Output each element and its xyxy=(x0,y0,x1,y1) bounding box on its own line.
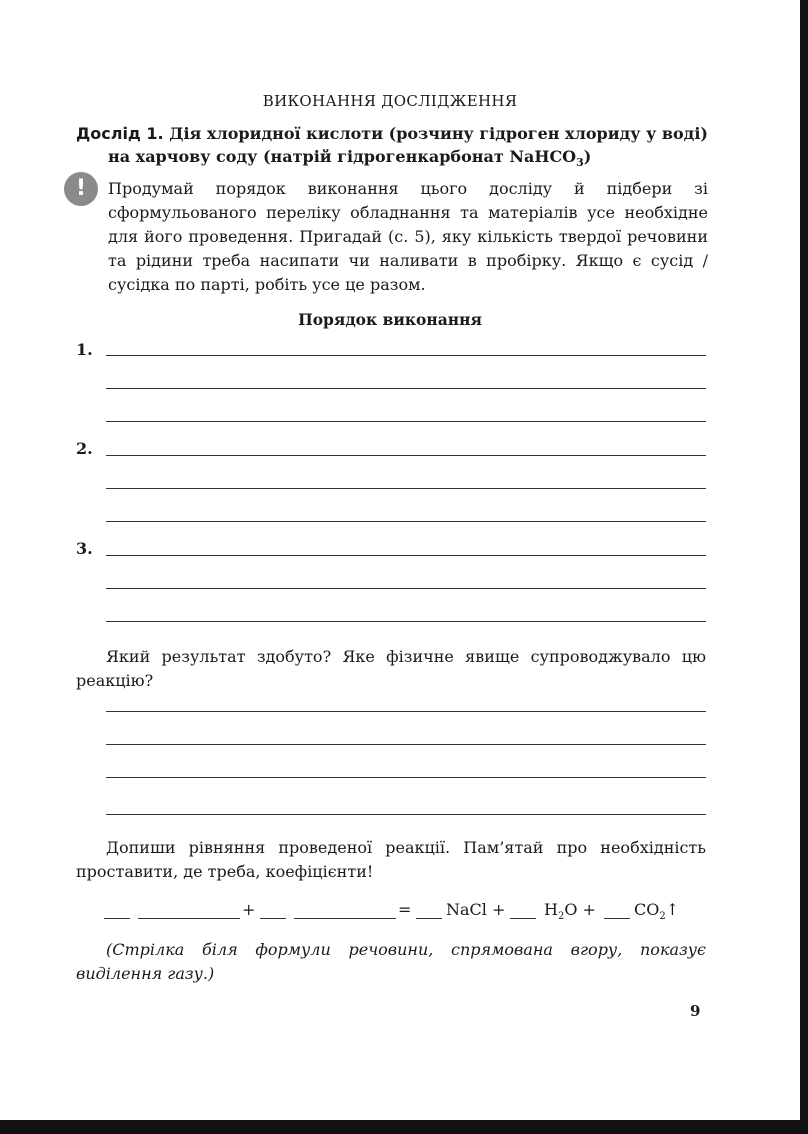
result-answer-line-2[interactable] xyxy=(106,744,706,745)
step-number-2: 2. xyxy=(76,439,93,458)
equals-sign: = xyxy=(398,900,412,919)
water-subscript: 2 xyxy=(557,911,565,923)
answer-line-1b[interactable] xyxy=(106,388,706,389)
experiment-title-text: на харчову соду (натрій гідрогенкарбонат NaHCO xyxy=(108,147,577,166)
answer-line-2c[interactable] xyxy=(106,521,706,522)
answer-line-1c[interactable] xyxy=(106,421,706,422)
page-number: 9 xyxy=(690,1002,701,1020)
water-o: O + xyxy=(564,900,596,919)
formula-blank-2[interactable] xyxy=(294,918,396,919)
result-answer-line-4[interactable] xyxy=(106,814,706,815)
exclamation-icon: ! xyxy=(64,172,98,206)
coefficient-blank-1[interactable] xyxy=(104,918,130,919)
formula-blank-1[interactable] xyxy=(138,918,240,919)
coefficient-blank-3[interactable] xyxy=(416,918,442,919)
answer-line-2a[interactable] xyxy=(106,455,706,456)
experiment-title-subscript: 3 xyxy=(576,156,584,170)
answer-line-3c[interactable] xyxy=(106,621,706,622)
water-formula xyxy=(544,900,596,922)
coefficient-blank-4[interactable] xyxy=(510,918,536,919)
experiment-title-line2 xyxy=(76,145,716,174)
answer-line-2b[interactable] xyxy=(106,488,706,489)
experiment-label: Дослід 1. xyxy=(76,124,164,143)
nacl-formula: NaCl + xyxy=(446,900,506,919)
equation-instruction: Допиши рівняння проведеної реакції. Пам’ятай про необхідність проставити, де треба, коефіцієнти! xyxy=(76,838,706,881)
step-number-3: 3. xyxy=(76,539,93,558)
coefficient-blank-2[interactable] xyxy=(260,918,286,919)
procedure-title: Порядок виконання xyxy=(298,310,482,329)
note-text: Продумай порядок виконання цього досліду й підбери зі сформульованого переліку обладнання та матеріалів усе необхідне для його проведення. Пригадай (с. 5), яку кількість твердої речовини та рідини треба насипати чи наливати в пробірку. Якщо є сусід / сусідка по парті, робіть усе це разом. xyxy=(108,179,708,294)
answer-line-3a[interactable] xyxy=(106,555,706,556)
water-h: H xyxy=(544,900,558,919)
experiment-title-line1: Дія хлоридної кислоти (розчину гідроген хлориду у воді) xyxy=(169,124,708,143)
gas-arrow-note: (Стрілка біля формули речовини, спрямована вгору, показує виділення газу.) xyxy=(76,940,706,983)
result-answer-line-3[interactable] xyxy=(106,777,706,778)
coefficient-blank-5[interactable] xyxy=(604,918,630,919)
result-answer-line-1[interactable] xyxy=(106,711,706,712)
experiment-title-end: ) xyxy=(583,147,592,166)
result-question: Який результат здобуто? Яке фізичне явище супроводжувало цю реакцію? xyxy=(76,647,706,690)
up-arrow-icon: ↑ xyxy=(665,900,680,919)
co2-c: CO xyxy=(634,900,660,919)
co2-subscript: 2 xyxy=(659,911,666,923)
bottom-border xyxy=(0,1120,808,1134)
reaction-equation xyxy=(104,898,714,926)
experiment-heading xyxy=(76,122,716,174)
answer-line-3b[interactable] xyxy=(106,588,706,589)
co2-formula xyxy=(634,900,679,922)
plus-sign: + xyxy=(242,900,256,919)
section-title: ВИКОНАННЯ ДОСЛІДЖЕННЯ xyxy=(262,92,518,110)
answer-line-1a[interactable] xyxy=(106,355,706,356)
step-number-1: 1. xyxy=(76,340,93,359)
